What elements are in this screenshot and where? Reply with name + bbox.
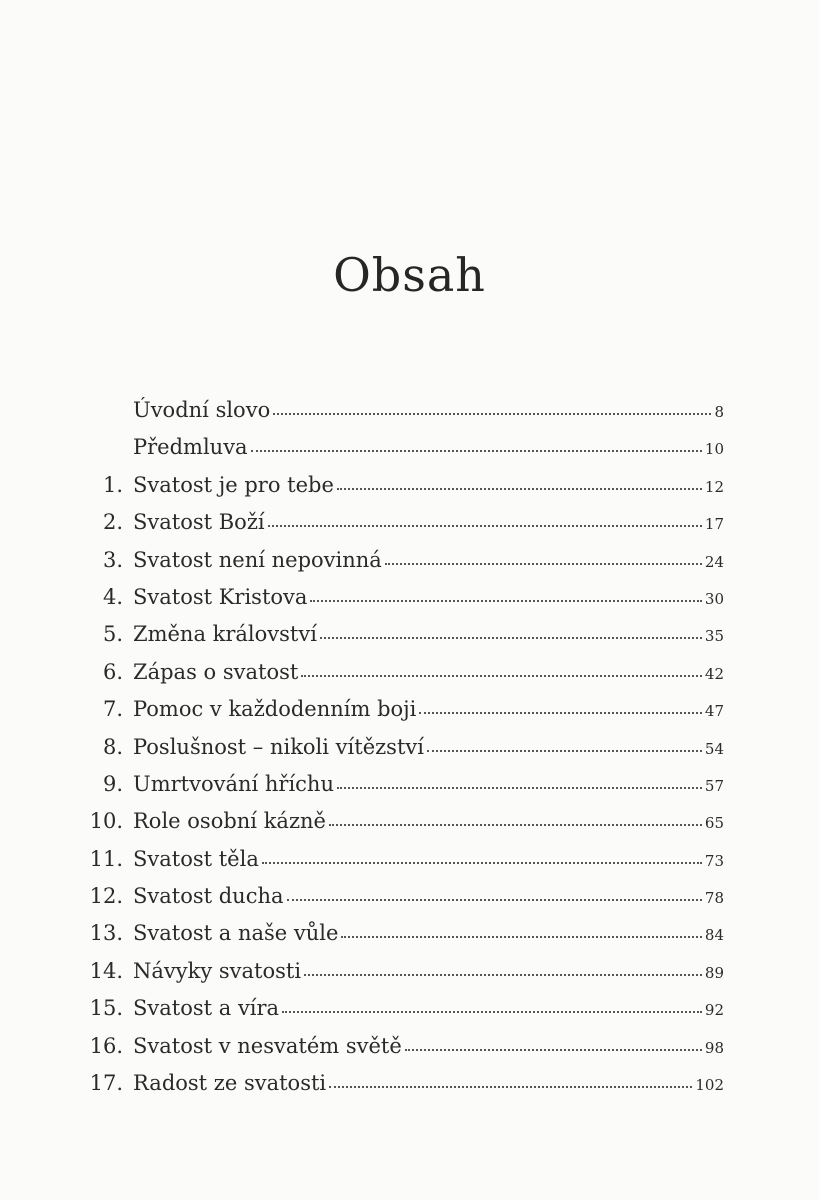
toc-entry-number: 14. xyxy=(89,958,123,983)
toc-entry-title: Svatost ducha xyxy=(133,884,284,909)
toc-entry xyxy=(78,729,724,766)
toc-entry-title: Svatost a víra xyxy=(133,996,280,1021)
toc-entry-page: 42 xyxy=(704,664,724,683)
toc-leader-dots xyxy=(287,899,702,901)
toc-entry-number: 2. xyxy=(102,510,123,535)
toc-entry xyxy=(78,990,724,1027)
toc-entry xyxy=(78,429,724,466)
toc-entry xyxy=(78,1028,724,1065)
toc-entry-page: 10 xyxy=(704,440,724,459)
toc-entry-title: Radost ze svatosti xyxy=(133,1071,327,1096)
toc-entry-number: 13. xyxy=(89,921,123,946)
toc-entry xyxy=(78,654,724,691)
toc-entry-title: Svatost v nesvatém světě xyxy=(133,1033,402,1058)
toc-entry-title: Změna království xyxy=(133,622,317,647)
page-title: Obsah xyxy=(333,248,486,302)
toc-leader-dots xyxy=(273,413,711,415)
toc-entry-number xyxy=(78,448,123,454)
toc-entry-page: 78 xyxy=(704,889,724,908)
toc-entry-title: Pomoc v každodenním boji xyxy=(133,697,417,722)
toc-entry-number: 6. xyxy=(102,659,123,684)
toc-entry-title: Poslušnost – nikoli vítězství xyxy=(133,734,424,759)
toc-entry-title: Úvodní slovo xyxy=(133,398,271,422)
toc-entry xyxy=(78,878,724,915)
toc-entry-number: 8. xyxy=(102,734,123,759)
toc-entry-title: Návyky svatosti xyxy=(133,958,302,983)
toc-entry-title: Umrtvování hříchu xyxy=(133,771,334,796)
toc-entry-title: Předmluva xyxy=(133,435,248,460)
toc-entry xyxy=(78,1065,724,1102)
toc-entry-page: 57 xyxy=(704,776,724,795)
toc-entry-number: 3. xyxy=(102,547,123,572)
toc-leader-dots xyxy=(262,862,702,864)
toc-leader-dots xyxy=(282,1011,702,1013)
toc-entry-title: Svatost Kristova xyxy=(133,584,308,609)
toc-entry-page: 8 xyxy=(714,403,724,421)
toc-entry-page: 92 xyxy=(704,1001,724,1020)
toc-entry xyxy=(78,392,724,429)
table-of-contents xyxy=(78,392,724,1102)
toc-entry-page: 17 xyxy=(704,515,724,534)
toc-entry xyxy=(78,542,724,579)
toc-entry-number: 11. xyxy=(89,846,123,871)
toc-entry-number: 5. xyxy=(102,622,123,647)
toc-entry-number: 17. xyxy=(89,1071,123,1096)
toc-leader-dots xyxy=(304,974,702,976)
toc-entry-number: 12. xyxy=(89,884,123,909)
toc-entry-number: 9. xyxy=(102,771,123,796)
toc-entry-title: Svatost Boží xyxy=(133,510,265,535)
toc-entry-number: 7. xyxy=(102,697,123,722)
toc-entry xyxy=(78,803,724,840)
toc-entry-title: Svatost je pro tebe xyxy=(133,472,334,497)
toc-leader-dots xyxy=(251,450,702,452)
toc-leader-dots xyxy=(337,787,702,789)
toc-entry-page: 73 xyxy=(704,851,724,870)
toc-entry xyxy=(78,691,724,728)
toc-entry-number xyxy=(78,411,123,417)
toc-entry-number: 4. xyxy=(102,584,123,609)
toc-entry-page: 30 xyxy=(704,589,724,608)
toc-leader-dots xyxy=(419,712,702,714)
toc-entry xyxy=(78,841,724,878)
toc-entry-page: 54 xyxy=(704,739,724,758)
toc-entry-page: 24 xyxy=(704,552,724,571)
toc-entry-number: 10. xyxy=(89,809,123,834)
toc-entry xyxy=(78,915,724,952)
toc-leader-dots xyxy=(337,488,702,490)
toc-leader-dots xyxy=(310,600,701,602)
toc-leader-dots xyxy=(301,675,702,677)
toc-entry xyxy=(78,467,724,504)
toc-entry-page: 12 xyxy=(704,477,724,496)
toc-leader-dots xyxy=(320,637,702,639)
toc-entry-title: Role osobní kázně xyxy=(133,809,326,834)
toc-entry xyxy=(78,504,724,541)
toc-entry-number: 15. xyxy=(89,996,123,1021)
toc-entry xyxy=(78,579,724,616)
toc-entry-title: Svatost a naše vůle xyxy=(133,921,339,946)
toc-entry-title: Svatost těla xyxy=(133,846,259,871)
toc-entry xyxy=(78,953,724,990)
toc-entry-page: 89 xyxy=(704,963,724,982)
toc-leader-dots xyxy=(329,824,702,826)
toc-entry-title: Svatost není nepovinná xyxy=(133,547,382,572)
toc-entry xyxy=(78,766,724,803)
toc-leader-dots xyxy=(329,1086,692,1088)
toc-entry-page: 102 xyxy=(695,1076,724,1095)
toc-leader-dots xyxy=(341,936,702,938)
toc-leader-dots xyxy=(427,750,702,752)
toc-leader-dots xyxy=(268,525,702,527)
toc-entry-page: 35 xyxy=(704,627,724,646)
toc-leader-dots xyxy=(405,1049,702,1051)
toc-entry-page: 47 xyxy=(704,702,724,721)
toc-entry-number: 1. xyxy=(102,472,123,497)
toc-entry xyxy=(78,616,724,653)
toc-entry-page: 98 xyxy=(704,1038,724,1057)
toc-leader-dots xyxy=(385,563,702,565)
toc-entry-title: Zápas o svatost xyxy=(133,659,299,684)
toc-entry-number: 16. xyxy=(89,1033,123,1058)
toc-entry-page: 65 xyxy=(704,814,724,833)
toc-entry-page: 84 xyxy=(704,926,724,945)
